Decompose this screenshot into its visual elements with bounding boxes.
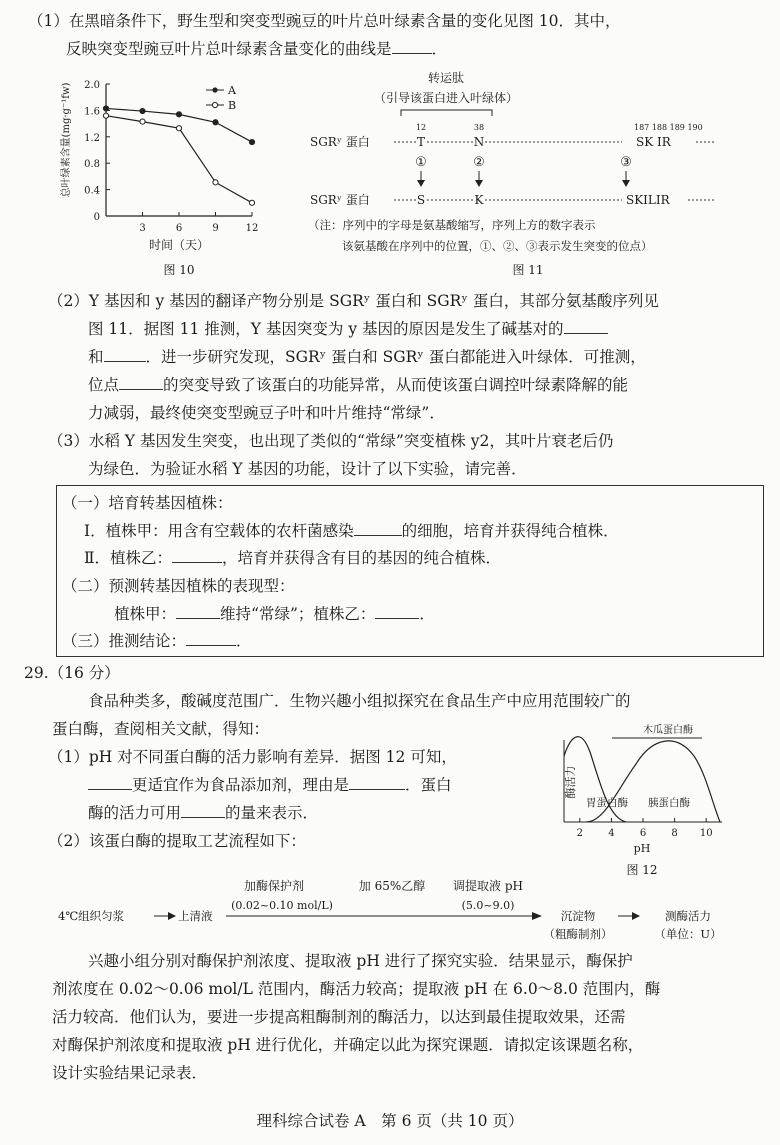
box-period-2: ． [236,632,252,650]
y-tick-label: 1.2 [84,132,100,144]
q29-intro-2: 蛋白酶，查阅相关文献，得知： [52,720,270,738]
q29-p1-text-3b: 的量来表示． [225,804,319,822]
series-b-point [140,119,145,124]
flow-precipitate: 沉淀物 [560,909,596,923]
q3-text-1: 水稻 Y 基因发生突变，也出现了类似的“常绿”突变植株 y2，其叶片衰老后仍 [88,432,614,450]
q1-period: ． [431,40,448,58]
q3-number: （3） [48,432,89,450]
q29-p1-line1 [48,746,457,768]
q29-p2-text-1: 该蛋白酶的提取工艺流程如下： [88,832,306,850]
x-tick-label: 6 [175,223,183,234]
q2-line2 [88,318,608,340]
pos-187-190-label: 187 188 189 190 [634,123,703,132]
series-a-point [249,139,254,144]
q3-line1 [48,430,613,452]
series-a-point [103,106,108,111]
q2-text-2: 图 11．据图 11 推测，Y 基因突变为 y 基因的原因是发生了碱基对的 [88,320,564,338]
q1-number: （1） [28,12,69,30]
box-step-2-title: （二）预测转基因植株的表现型： [62,577,295,595]
q2-text-4b: 的突变导致了该蛋白的功能异常，从而使该蛋白调控叶绿素降解的能 [163,376,629,394]
arrow-right-icon [168,912,176,920]
box-step-3-title: （三）推测结论： [62,632,187,650]
figure-12-chart [556,722,736,882]
q29-number: 29.（16 分） [24,664,120,682]
flow-start-homogenate: 4℃组织匀浆 [58,909,125,923]
y-tick-label: 0.4 [84,185,100,197]
q29-blank-1[interactable] [88,775,132,790]
q1-line1 [28,10,621,32]
papain-label: 木瓜蛋白酶 [643,725,693,736]
box-plant-b-text-2: ，培育并获得含有目的基因的纯合植株． [222,549,502,567]
q2-line4 [88,374,628,396]
q2-text-5: 力减弱，最终使突变型豌豆子叶和叶片维持“常绿”． [88,404,445,422]
legend-b-label: B [228,99,237,112]
q29-p2-line1 [48,830,306,852]
fig11-note-line1: （注：序列中的字母是氨基酸缩写，序列上方的数字表示 [308,218,596,232]
series-a-point [213,120,218,125]
x-tick-label: 12 [245,223,259,234]
q2-text-1: Y 基因和 y 基因的翻译产物分别是 SGRʸ 蛋白和 SGRʸ 蛋白，其部分氨基酸序列见 [88,292,659,310]
pepsin-label: 胃蛋白酶 [586,797,628,809]
q29-p1-number: （1） [48,748,89,766]
fig11-note-line2: 该氨基酸在序列中的位置，①、②、③表示发生突变的位点） [342,239,653,253]
q2-text-3a: 和 [88,348,104,366]
residue-t: T [416,135,426,149]
fig12-x-tick-label: 2 [576,828,583,839]
q29-p1-line3 [88,802,318,824]
box-phenotype-line [114,603,435,625]
series-a-point [176,112,181,117]
sgr-y-mutant-row-label: SGRʸ 蛋白 [310,193,370,207]
q1-line2 [66,38,447,60]
fig10-xlabel: 时间（天） [148,238,210,252]
q2-line1 [48,290,659,312]
box-plant-b-text: Ⅱ．植株乙： [84,549,173,567]
x-tick-label: 9 [212,223,219,234]
figure-10-chart [56,68,276,283]
q1-text-2: 反映突变型豌豆叶片总叶绿素含量变化的曲线是 [66,40,392,58]
fig12-x-tick-label: 10 [699,828,713,839]
q2-text-3b: ．进一步研究发现，SGRʸ 蛋白和 SGRʸ 蛋白都能进入叶绿体．可推测， [145,348,646,366]
residue-k: K [474,193,484,207]
box-blank-4[interactable] [375,604,419,619]
fig12-x-tick-label: 4 [608,828,615,839]
arrow-down-icon [417,180,425,187]
q29-blank-2[interactable] [349,775,405,790]
q29-p1-line2 [88,774,452,796]
flow-protector-range: (0.02~0.10 mol/L) [231,899,333,912]
residues-sk-ir: SK IR [636,135,671,149]
q29-p1-text-2b: ．蛋白 [405,776,452,794]
fig12-x-tick-label: 8 [671,828,678,839]
pos-38-label: 38 [473,123,485,132]
x-tick-label: 3 [139,223,146,234]
q3-text-2: 为绿色．为验证水稻 Y 基因的功能，设计了以下实验，请完善． [88,460,527,478]
mutation-site-3: ③ [620,155,632,170]
q29-p2-number: （2） [48,832,89,850]
flow-crude-enzyme: （粗酶制剂） [543,927,613,941]
transit-bracket [401,110,492,116]
residue-s: S [416,193,426,207]
pos-12-label: 12 [415,123,427,132]
q1-text-1: 在黑暗条件下，野生型和突变型豌豆的叶片总叶绿素含量的变化见图 10．其中， [68,12,621,30]
q1-answer-blank[interactable] [392,39,432,54]
trypsin-label: 胰蛋白酶 [648,797,690,809]
q29-p1-text-2a: 更适宜作为食品添加剂，理由是 [132,776,350,794]
legend-a-marker [212,87,217,92]
box-plant-a-text: Ⅰ．植株甲：用含有空载体的农杆菌感染 [84,522,354,540]
box-blank-2[interactable] [172,548,222,563]
q2-blank-3[interactable] [119,375,163,390]
sgr-y-row-label: SGRʸ 蛋白 [310,135,370,149]
y-tick-label: 0 [93,212,100,223]
y-tick-label: 2.0 [84,80,100,91]
fig12-x-tick-label: 6 [639,828,647,839]
arrow-down-icon [622,180,630,187]
series-b-point [213,180,218,185]
q29-conclusion-2: 剂浓度在 0.02～0.06 mol/L 范围内，酶活力较高；提取液 pH 在 6.0～8.0 范围内，酶 [52,980,661,998]
mutation-site-2: ② [473,155,485,170]
q29-conclusion-1: 兴趣小组分别对酶保护剂浓度、提取液 pH 进行了探究实验．结果显示，酶保护 [88,952,633,970]
q2-text-4a: 位点 [88,376,120,394]
transit-peptide-title: 转运肽 [427,71,465,85]
q2-blank-2[interactable] [104,347,146,362]
extraction-flowchart [48,876,768,946]
box-phenotype-b: 维持“常绿”；植株乙： [220,605,376,623]
series-b-point [103,113,108,118]
fig10-caption: 图 10 [163,263,195,277]
fig12-ylabel: 酶活力 [564,765,577,799]
q29-conclusion-5: 设计实验结果记录表． [52,1064,208,1082]
transit-peptide-subtitle: （引导该蛋白进入叶绿体） [373,91,519,105]
flow-ph-range: (5.0~9.0) [461,899,515,912]
box-period: ． [419,605,435,623]
legend-b-marker [212,102,217,107]
fig10-ylabel: 总叶绿素含量(mg·g⁻¹fw) [61,82,72,198]
residue-n: N [473,135,485,149]
box-phenotype-a: 植株甲： [114,605,177,623]
q29-conclusion-3: 活力较高．他们认为，要进一步提高粗酶制剂的酶活力，以达到最佳提取效果，还需 [52,1008,626,1026]
y-tick-label: 0.8 [84,159,100,171]
box-blank-1[interactable] [354,521,402,536]
flow-step-enzyme-protector: 加酶保护剂 [243,879,305,893]
legend-a-label: A [228,84,236,97]
box-blank-5[interactable] [186,631,236,646]
q29-blank-3[interactable] [181,803,225,818]
arrow-right-icon [532,912,542,920]
flow-measure-activity: 测酶活力 [665,909,711,923]
mutation-site-1: ① [415,155,427,170]
trypsin-curve [586,741,720,822]
box-blank-3[interactable] [176,604,220,619]
fig12-xlabel: pH [633,842,651,855]
flow-step-ethanol: 加 65%乙醇 [358,879,426,893]
fig12-caption: 图 12 [626,863,658,877]
page-footer: 理科综合试卷 A 第 6 页（共 10 页） [256,1112,524,1130]
q2-number: （2） [48,292,89,310]
q2-blank-1[interactable] [564,319,608,334]
box-plant-a-line [84,520,619,542]
q29-conclusion-4: 对酶保护剂浓度和提取液 pH 进行优化，并确定以此为探究课题．请拟定该课题名称， [52,1036,644,1054]
box-conclusion-line [62,630,252,652]
box-step-1-title: （一）培育转基因植株： [62,494,233,512]
series-b-point [249,200,254,205]
q2-line3 [88,346,646,368]
arrow-down-icon [475,180,483,187]
figure-11-diagram [296,68,776,283]
box-plant-b-line [84,547,501,569]
box-plant-a-text-2: 的细胞，培育并获得纯合植株． [401,522,619,540]
y-tick-label: 1.6 [84,106,100,118]
series-a-point [140,108,145,113]
fig11-caption: 图 11 [512,263,544,277]
flow-step-ph: 调提取液 pH [453,879,523,893]
flow-activity-unit: （单位：U） [654,927,722,941]
q29-p1-text-1: pH 对不同蛋白酶的活力影响有差异．据图 12 可知， [88,748,457,766]
series-b-point [176,126,181,131]
arrow-right-icon [632,912,640,920]
flow-supernatant: 上清液 [178,909,213,923]
residues-skilir: SKILIR [626,193,670,207]
q29-p1-text-3a: 酶的活力可用 [88,804,182,822]
q29-intro-1: 食品种类多，酸碱度范围广．生物兴趣小组拟探究在食品生产中应用范围较广的 [88,692,631,710]
